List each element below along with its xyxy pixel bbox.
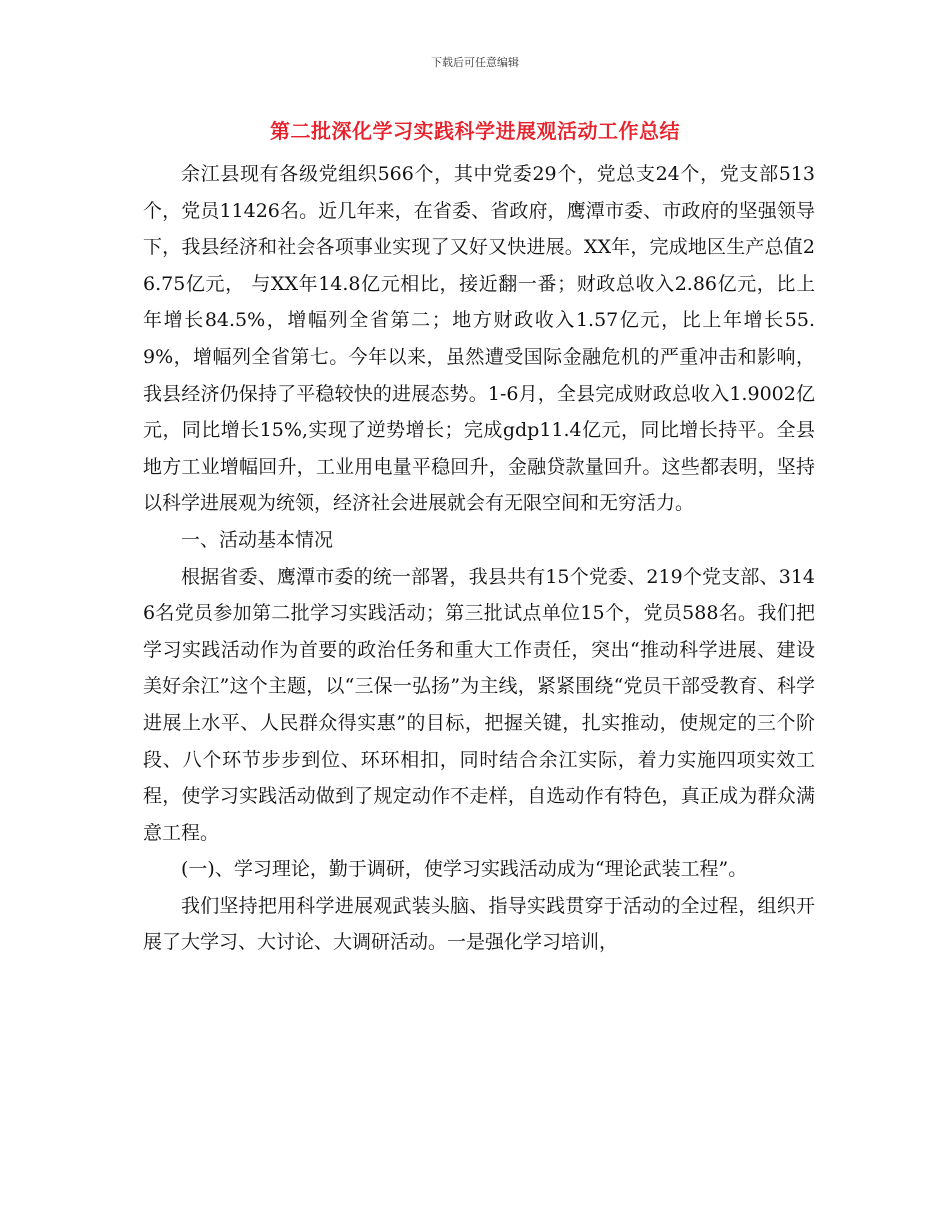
paragraph-overview: 余江县现有各级党组织566个，其中党委29个，党总支24个，党支部513个，党员11426名。近几年来，在省委、省政府，鹰潭市委、市政府的坚强领导下，我县经济和社会各项事业实现了又好又快进展。XX年，完成地区生产总值26.75亿元， 与XX年14.8亿元相比，接近翻一番；财政总收入2.86亿元，比上年增长84.5%，增幅列全省第二；地方财政收入1.57亿元，比上年增长55.9%，增幅列全省第七。今年以来，虽然遭受国际金融危机的严重冲击和影响，我县经济仍保持了平稳较快的进展态势。1-6月，全县完成财政总收入1.9002亿元，同比增长15%,实现了逆势增长；完成gdp11.4亿元，同比增长持平。全县地方工业增幅回升，工业用电量平稳回升，金融贷款量回升。这些都表明，坚持以科学进展观为统领，经济社会进展就会有无限空间和无穷活力。 bbox=[143, 163, 815, 515]
document-body bbox=[143, 156, 815, 961]
document-title: 第二批深化学习实践科学进展观活动工作总结 bbox=[270, 119, 680, 143]
header-note: 下载后可任意编辑 bbox=[431, 56, 519, 69]
paragraph-deployment: 根据省委、鹰潭市委的统一部署，我县共有15个党委、219个党支部、3146名党员参加第二批学习实践活动；第三批试点单位15个，党员588名。我们把学习实践活动作为首要的政治任务和重大工作责任，突出“推动科学进展、建设美好余江”这个主题，以“三保一弘扬”为主线，紧紧围绕“党员干部受教育、科学进展上水平、人民群众得实惠”的目标，把握关键，扎实推动，使规定的三个阶段、八个环节步步到位、环环相扣，同时结合余江实际，着力实施四项实效工程，使学习实践活动做到了规定动作不走样，自选动作有特色，真正成为群众满意工程。 bbox=[143, 565, 815, 844]
subsection-heading-theory-study: (一)、学习理论，勤于调研，使学习实践活动成为“理论武装工程”。 bbox=[181, 858, 748, 881]
section-heading-basic-situation: 一、活动基本情况 bbox=[181, 528, 334, 551]
paragraph-study-activities: 我们坚持把用科学进展观武装头脑、指导实践贯穿于活动的全过程，组织开展了大学习、大讨论、大调研活动。一是强化学习培训， bbox=[143, 894, 815, 954]
